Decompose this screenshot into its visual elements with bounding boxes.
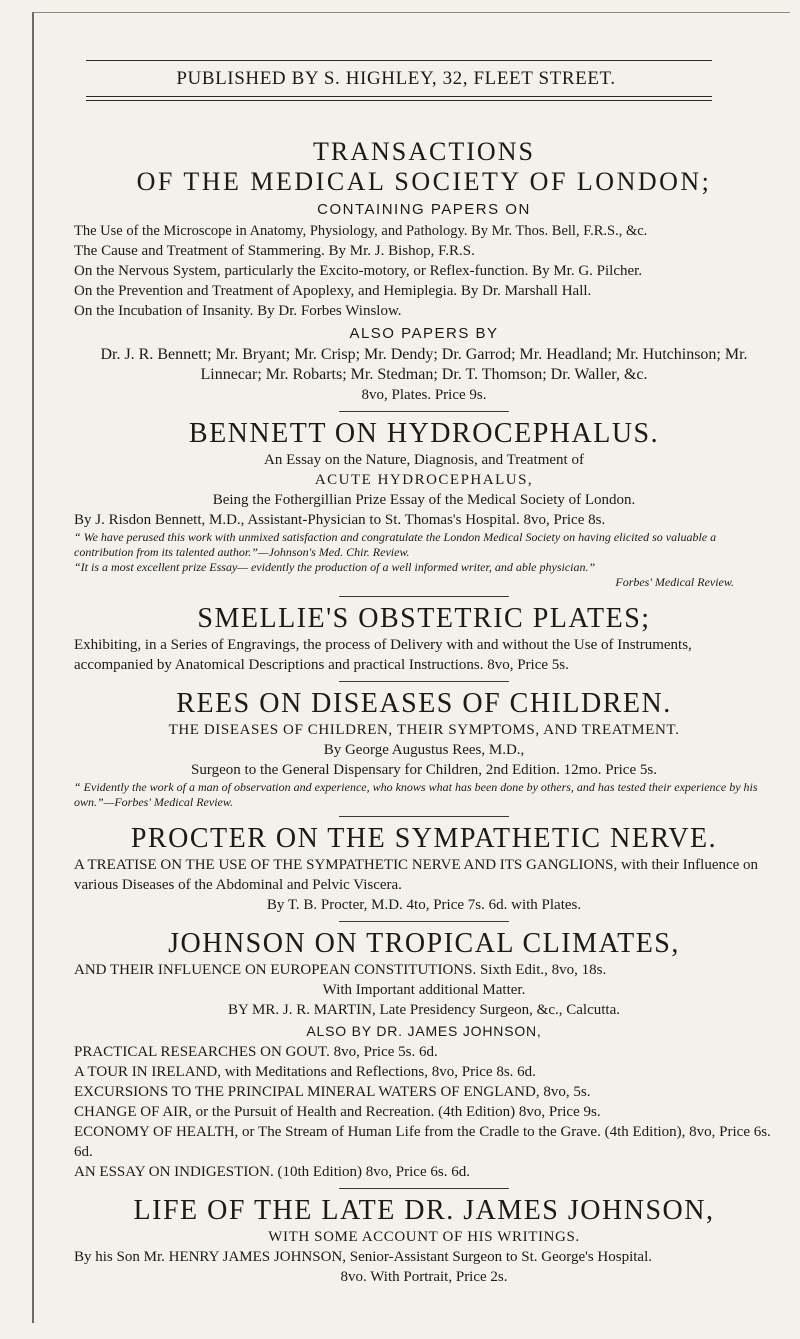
paper-line: On the Incubation of Insanity. By Dr. Forbes Winslow. [74, 303, 402, 319]
header-rule [86, 96, 712, 97]
bennett-line: ACUTE HYDROCEPHALUS, [314, 472, 534, 488]
rees-line: Surgeon to the General Dispensary for Children, 2nd Edition. 12mo. Price 5s. [191, 762, 657, 778]
life-line: 8vo. With Portrait, Price 2s. [340, 1269, 508, 1285]
publisher-header: PUBLISHED BY S. HIGHLEY, 32, FLEET STREET. [176, 68, 616, 89]
rees-section [74, 688, 774, 810]
review-quote: “ Evidently the work of a man of observation and experience, who knows what has been done by others, and has tested their experience by his own.”—Forbes' Medical Review. [74, 780, 758, 809]
johnson-work: AN ESSAY ON INDIGESTION. (10th Edition) 8vo, Price 6s. 6d. [74, 1164, 470, 1180]
bennett-line: An Essay on the Nature, Diagnosis, and Treatment of [264, 452, 584, 468]
bennett-line: Being the Fothergillian Prize Essay of the Medical Society of London. [212, 492, 636, 508]
transactions-containing: CONTAINING PAPERS ON [317, 201, 531, 218]
transactions-subtitle: OF THE MEDICAL SOCIETY OF LONDON; [136, 167, 712, 196]
procter-line: A TREATISE ON THE USE OF THE SYMPATHETIC NERVE AND ITS GANGLIONS, with their Influence on various Diseases of the Abdominal and Pelvic Viscera. [74, 857, 759, 893]
transactions-section [74, 137, 774, 405]
smellie-title: SMELLIE'S OBSTETRIC PLATES; [197, 603, 651, 634]
paper-line: On the Prevention and Treatment of Apoplexy, and Hemiplegia. By Dr. Marshall Hall. [74, 283, 592, 299]
procter-title: PROCTER ON THE SYMPATHETIC NERVE. [130, 823, 718, 854]
section-divider [339, 921, 509, 922]
transactions-price: 8vo, Plates. Price 9s. [361, 387, 487, 403]
johnson-work: A TOUR IN IRELAND, with Meditations and Reflections, 8vo, Price 8s. 6d. [74, 1064, 536, 1080]
transactions-title: TRANSACTIONS [313, 137, 535, 166]
johnson-line: With Important additional Matter. [322, 982, 526, 998]
life-line: WITH SOME ACCOUNT OF HIS WRITINGS. [268, 1229, 580, 1245]
paper-line: The Use of the Microscope in Anatomy, Physiology, and Pathology. By Mr. Thos. Bell, F.R.S., &c. [74, 223, 648, 239]
johnson-title: JOHNSON ON TROPICAL CLIMATES, [168, 928, 680, 959]
rees-title: REES ON DISEASES OF CHILDREN. [176, 688, 672, 719]
paper-line: The Cause and Treatment of Stammering. By Mr. J. Bishop, F.R.S. [74, 243, 475, 259]
smellie-description: Exhibiting, in a Series of Engravings, the process of Delivery with and without the Use of Instruments, accompanied by Anatomical Descriptions and practical Instructions. 8vo, Price 5s. [74, 637, 692, 673]
review-source: Forbes' Medical Review. [615, 575, 734, 589]
rees-line: By George Augustus Rees, M.D., [323, 742, 525, 758]
paper-line: On the Nervous System, particularly the Excito-motory, or Reflex-function. By Mr. G. Pilcher. [74, 263, 643, 279]
johnson-work: CHANGE OF AIR, or the Pursuit of Health and Recreation. (4th Edition) 8vo, Price 9s. [74, 1104, 601, 1120]
header-rule-2 [86, 100, 712, 101]
johnson-work: EXCURSIONS TO THE PRINCIPAL MINERAL WATERS OF ENGLAND, 8vo, 5s. [74, 1084, 591, 1100]
johnson-line: BY MR. J. R. MARTIN, Late Presidency Surgeon, &c., Calcutta. [228, 1002, 620, 1018]
section-divider [339, 411, 509, 412]
johnson-section [74, 928, 774, 1182]
advertisement-list [74, 137, 774, 1287]
section-divider [339, 1188, 509, 1189]
bennett-line: By J. Risdon Bennett, M.D., Assistant-Physician to St. Thomas's Hospital. 8vo, Price 8s. [74, 512, 606, 528]
review-quote: “ We have perused this work with unmixed satisfaction and congratulate the London Medical Society on having elicited so valuable a contribution from its talented author.”—Johnson's Med. Chir. Review. [74, 530, 717, 559]
life-title: LIFE OF THE LATE DR. JAMES JOHNSON, [133, 1195, 715, 1226]
also-papers-heading: ALSO PAPERS BY [349, 325, 499, 342]
life-section [74, 1195, 774, 1287]
bennett-section [74, 418, 774, 590]
procter-section [74, 823, 774, 915]
procter-line: By T. B. Procter, M.D. 4to, Price 7s. 6d. with Plates. [266, 897, 582, 913]
life-line: By his Son Mr. HENRY JAMES JOHNSON, Senior-Assistant Surgeon to St. George's Hospital. [74, 1249, 652, 1265]
johnson-line: AND THEIR INFLUENCE ON EUROPEAN CONSTITUTIONS. Sixth Edit., 8vo, 18s. [74, 962, 607, 978]
johnson-work: ECONOMY OF HEALTH, or The Stream of Human Life from the Cradle to the Grave. (4th Edition), 8vo, Price 6s. 6d. [74, 1124, 771, 1160]
johnson-work: PRACTICAL RESEARCHES ON GOUT. 8vo, Price 5s. 6d. [74, 1044, 438, 1060]
authors-list: Dr. J. R. Bennett; Mr. Bryant; Mr. Crisp; Mr. Dendy; Dr. Garrod; Mr. Headland; Mr. Hutchinson; Mr. Linnecar; Mr. Robarts; Mr. Stedman; Dr. T. Thomson; Dr. Waller, &c. [100, 346, 748, 383]
top-rule [86, 60, 712, 61]
also-by-heading: ALSO BY DR. JAMES JOHNSON, [306, 1023, 542, 1039]
bennett-title: BENNETT ON HYDROCEPHALUS. [188, 418, 660, 449]
rees-line: THE DISEASES OF CHILDREN, THEIR SYMPTOMS, AND TREATMENT. [168, 722, 680, 738]
section-divider [339, 816, 509, 817]
smellie-section [74, 603, 774, 675]
section-divider [339, 596, 509, 597]
review-quote: “It is a most excellent prize Essay— evidently the production of a well informed writer, and able physician.” [74, 560, 596, 574]
section-divider [339, 681, 509, 682]
